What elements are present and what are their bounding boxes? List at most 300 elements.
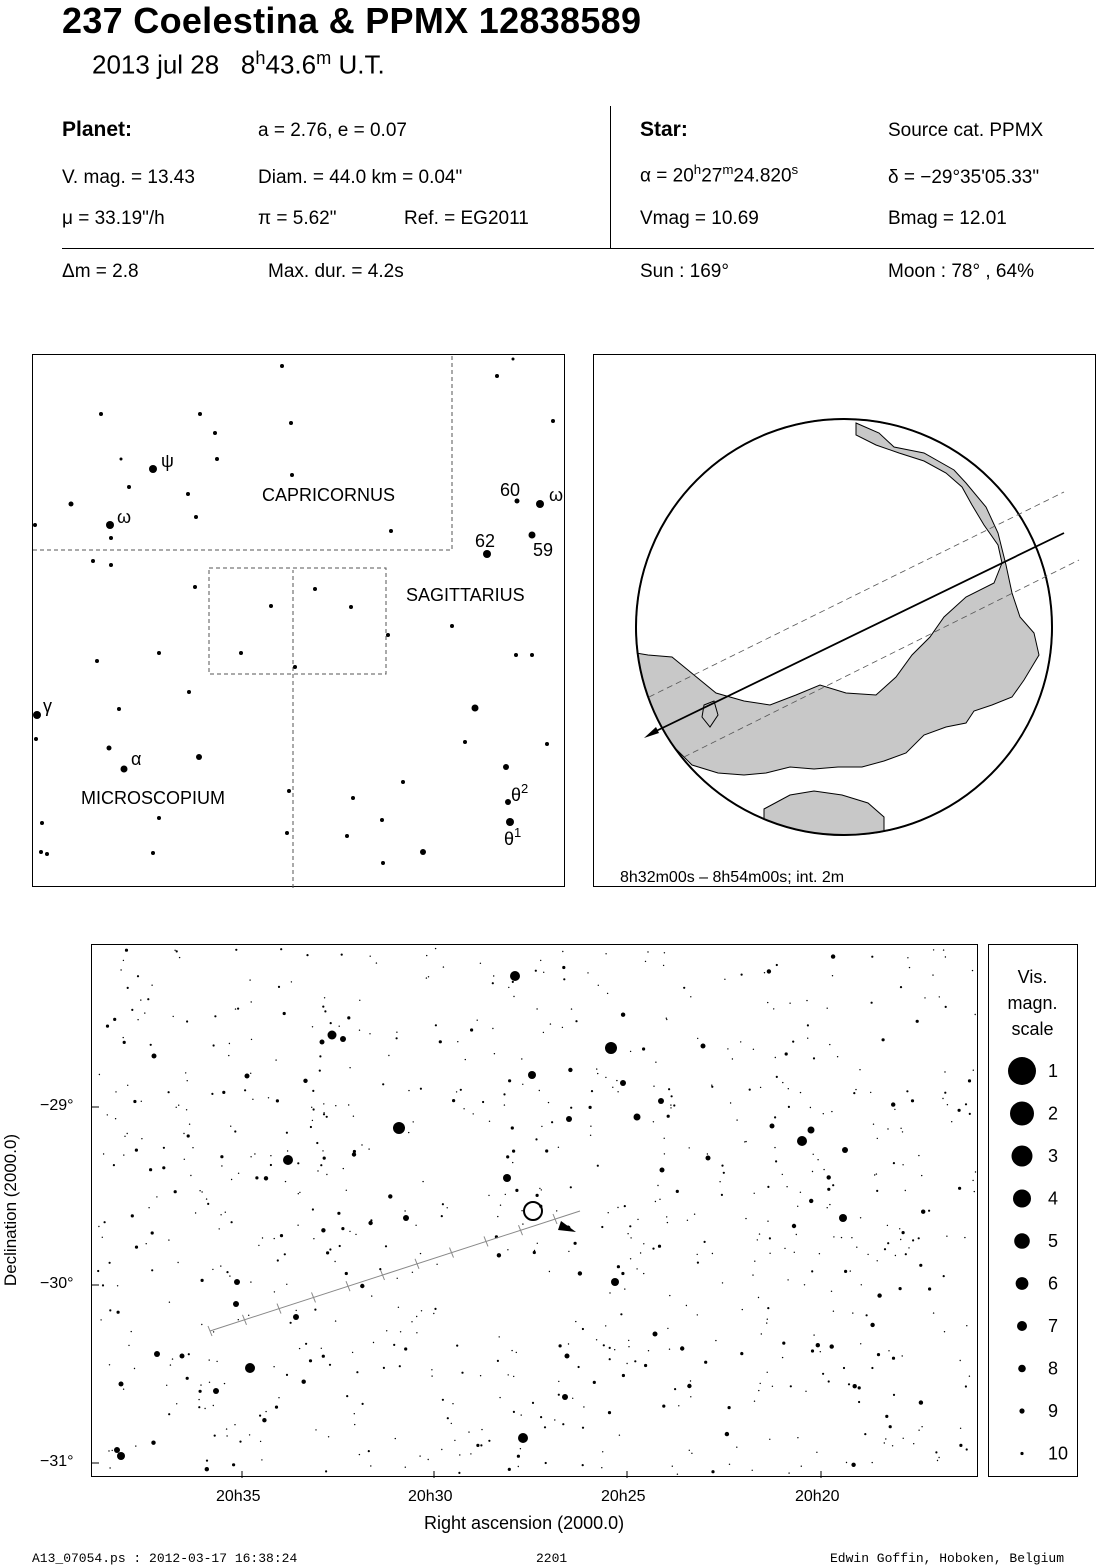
label-theta2 (511, 781, 528, 805)
star-heading: Star: (640, 118, 688, 141)
field-star-faint (133, 1100, 136, 1103)
field-star-faint (323, 1113, 325, 1115)
field-star-faint (346, 1395, 348, 1397)
field-star-faint (568, 1251, 569, 1252)
field-star-faint (97, 1270, 99, 1272)
field-star-faint (312, 1090, 314, 1092)
field-star (119, 1382, 124, 1387)
field-star-faint (911, 1099, 914, 1102)
field-star-faint (644, 1364, 647, 1367)
field-star-faint (341, 954, 343, 956)
field-star-faint (396, 1032, 397, 1033)
theta1-index: 1 (514, 825, 522, 840)
field-star-faint (690, 996, 691, 997)
field-star-faint (319, 1070, 321, 1072)
constellation-star (536, 500, 544, 508)
field-star-faint (723, 1172, 725, 1174)
page-title: 237 Coelestina & PPMX 12838589 (62, 0, 642, 41)
field-star-faint (790, 1385, 792, 1387)
field-star-faint (117, 1311, 120, 1314)
field-star-faint (858, 1401, 860, 1403)
field-star-faint (213, 1405, 214, 1406)
legend-magnitude-label: 6 (1048, 1273, 1059, 1294)
field-star-faint (420, 1253, 421, 1254)
field-star-faint (123, 1041, 126, 1044)
field-star-faint (972, 1180, 973, 1181)
field-star-faint (361, 1144, 362, 1145)
field-star-faint (754, 1401, 755, 1402)
field-star-faint (135, 1246, 138, 1249)
field-star-faint (921, 1210, 925, 1214)
field-star-faint (906, 1090, 908, 1092)
field-star-faint (323, 1103, 324, 1104)
field-star-faint (851, 1237, 852, 1238)
field-star-faint (804, 1284, 805, 1285)
field-star-faint (903, 1438, 904, 1439)
field-star-faint (788, 1472, 789, 1473)
field-star-faint (421, 1310, 422, 1311)
footer-file: A13_07054.ps : 2012-03-17 16:38:24 (32, 1551, 298, 1566)
field-star-faint (944, 1092, 946, 1094)
field-star-faint (902, 1131, 903, 1132)
field-star (653, 1332, 658, 1337)
field-star-faint (870, 1323, 874, 1327)
field-star-faint (754, 1193, 755, 1194)
field-star-faint (109, 1262, 111, 1264)
field-star-faint (550, 1023, 551, 1024)
field-star-faint (871, 1367, 873, 1369)
field-star (634, 1114, 641, 1121)
legend-title-line2: magn. (1007, 993, 1058, 1013)
field-star-faint (912, 1239, 914, 1241)
field-star-faint (249, 1434, 250, 1435)
field-star-faint (728, 1406, 731, 1409)
field-star-faint (601, 1226, 603, 1228)
field-star-faint (184, 1159, 185, 1160)
ra-min: 27 (701, 165, 723, 187)
field-star-faint (230, 1126, 231, 1127)
field-star-faint (441, 1215, 443, 1217)
field-star-faint (884, 1442, 885, 1443)
constellation-chart (32, 354, 565, 887)
field-star (701, 1044, 706, 1049)
field-star-faint (609, 1358, 611, 1360)
field-star-faint (887, 1225, 888, 1226)
field-star-faint (827, 1175, 831, 1179)
constellation-star (193, 585, 197, 589)
field-star-faint (536, 1194, 539, 1197)
field-star-faint (832, 1184, 834, 1186)
field-star-faint (597, 1165, 599, 1167)
field-star-faint (249, 979, 250, 980)
field-star-faint (311, 1107, 312, 1108)
field-star-faint (492, 982, 494, 984)
field-star (562, 1394, 568, 1400)
field-star-faint (503, 1093, 505, 1095)
constellation-star (349, 605, 353, 609)
planet-motion: μ = 33.19"/h (62, 208, 165, 229)
field-star-faint (905, 1190, 906, 1191)
planet-reference: Ref. = EG2011 (404, 208, 529, 229)
field-star-faint (541, 1126, 542, 1127)
field-star-faint (797, 1437, 798, 1438)
field-star-faint (144, 1012, 145, 1013)
field-star-faint (516, 1352, 517, 1353)
field-star-faint (671, 1095, 673, 1097)
field-star-faint (354, 1413, 355, 1414)
field-star-faint (678, 1405, 679, 1406)
constellation-star (313, 587, 317, 591)
field-star (393, 1122, 405, 1134)
field-star-faint (168, 1239, 169, 1240)
field-star-faint (346, 1190, 347, 1191)
field-star-faint (902, 1355, 903, 1356)
label-sagittarius: SAGITTARIUS (406, 585, 525, 605)
legend-magnitude-label: 10 (1048, 1443, 1069, 1464)
field-star-faint (850, 1270, 851, 1271)
theta2-index: 2 (521, 781, 529, 796)
field-star-faint (178, 1105, 179, 1106)
field-star-faint (928, 1210, 930, 1212)
field-star-faint (275, 1059, 276, 1060)
field-star-faint (492, 1028, 493, 1029)
field-star-faint (813, 1057, 815, 1059)
label-theta1 (504, 825, 521, 849)
field-star-faint (617, 1091, 618, 1092)
field-star-faint (622, 1374, 625, 1377)
field-star-faint (212, 1269, 213, 1270)
field-star-faint (966, 1325, 967, 1326)
field-star (839, 1214, 847, 1222)
field-star-faint (544, 1426, 546, 1428)
star-vmag: Vmag = 10.69 (640, 208, 759, 229)
field-star-faint (667, 1115, 670, 1118)
field-star-faint (562, 1027, 563, 1028)
field-star-faint (349, 1231, 350, 1232)
field-star-faint (232, 1463, 235, 1466)
field-star-faint (470, 1453, 471, 1454)
track-arrow (558, 1221, 576, 1232)
field-star-faint (419, 1455, 420, 1456)
constellation-star (287, 789, 291, 793)
field-star-faint (598, 985, 599, 986)
field-star-faint (806, 1000, 807, 1001)
field-star-faint (800, 1192, 801, 1193)
field-star-faint (666, 1018, 667, 1019)
field-star-faint (724, 979, 725, 980)
field-star-faint (107, 1114, 108, 1115)
field-star-faint (216, 1361, 217, 1362)
field-star-faint (873, 1124, 874, 1125)
xtick-label-2030: 20h30 (408, 1488, 453, 1505)
field-star-faint (628, 1340, 629, 1341)
field-star-faint (629, 1225, 631, 1227)
field-star-faint (312, 1026, 313, 1027)
field-star-faint (605, 1077, 606, 1078)
field-star-faint (220, 1155, 223, 1158)
field-star-faint (841, 1237, 842, 1238)
field-star-faint (666, 1216, 667, 1217)
field-star-faint (200, 1384, 201, 1385)
legend-magnitude-label: 8 (1048, 1358, 1059, 1379)
field-star-faint (899, 1287, 902, 1290)
field-star-faint (297, 1225, 298, 1226)
field-star-faint (316, 1142, 318, 1144)
constellation-star (472, 705, 479, 712)
field-star-faint (170, 1364, 171, 1365)
field-star-faint (229, 1043, 230, 1044)
field-star-faint (727, 1048, 728, 1049)
field-star-faint (198, 1399, 199, 1400)
field-star-faint (711, 1470, 714, 1473)
field-star-faint (442, 1203, 444, 1205)
field-star-faint (234, 1424, 235, 1425)
field-star-faint (185, 1072, 186, 1073)
field-star-faint (958, 1109, 961, 1112)
field-star-faint (686, 1305, 687, 1306)
field-star-faint (207, 1203, 209, 1205)
field-star (797, 1136, 807, 1146)
field-star-faint (624, 1288, 625, 1289)
field-star-faint (199, 1190, 200, 1191)
field-star-faint (508, 987, 509, 988)
table-divider (610, 106, 611, 248)
field-star-faint (499, 1336, 500, 1337)
field-star-faint (627, 1233, 628, 1234)
field-star-faint (480, 1444, 482, 1446)
field-star-faint (687, 1220, 688, 1221)
constellation-star (91, 559, 95, 563)
constellation-star (194, 515, 198, 519)
field-star-faint (670, 1107, 671, 1108)
field-star-faint (117, 1285, 118, 1286)
planet-parallax: π = 5.62" (258, 208, 337, 229)
field-star-faint (388, 1055, 389, 1056)
field-star-faint (252, 1099, 253, 1100)
field-star-faint (757, 1239, 758, 1240)
field-star-faint (259, 1415, 261, 1417)
field-star-faint (643, 1273, 644, 1274)
field-star-faint (603, 1344, 605, 1346)
magnitude-legend (988, 944, 1078, 1477)
legend-magnitude-disc (1010, 1102, 1034, 1126)
field-star-faint (461, 1372, 463, 1374)
field-star-faint (460, 1089, 462, 1091)
constellation-star (109, 536, 113, 540)
field-star-faint (712, 1253, 713, 1254)
field-star-faint (422, 1181, 423, 1182)
field-star-faint (721, 1165, 723, 1167)
field-star-faint (113, 1018, 116, 1021)
constellation-star (529, 532, 536, 539)
field-star-faint (832, 975, 833, 976)
field-star-faint (206, 1198, 207, 1199)
field-star-faint (887, 1128, 888, 1129)
field-star-faint (900, 1128, 901, 1129)
field-star (114, 1447, 120, 1453)
field-star-faint (330, 1022, 332, 1024)
field-star-faint (642, 1047, 645, 1050)
field-star-faint (168, 1413, 170, 1415)
label-omega-cap: ω (117, 507, 132, 527)
track-line (210, 1211, 580, 1331)
field-star-faint (214, 1015, 216, 1017)
field-star-faint (283, 1012, 286, 1015)
field-star-faint (447, 1207, 448, 1208)
field-star-faint (775, 1160, 777, 1162)
field-star-faint (707, 1153, 708, 1154)
field-star-faint (817, 1159, 818, 1160)
field-star-faint (943, 1275, 945, 1277)
field-star-faint (278, 1397, 279, 1398)
field-star-faint (704, 1361, 707, 1364)
field-star-faint (704, 1241, 706, 1243)
field-star-faint (605, 1325, 606, 1326)
field-star-faint (299, 1192, 300, 1193)
field-star-faint (614, 1349, 615, 1350)
field-star-faint (349, 1067, 350, 1068)
planet-diameter: Diam. = 44.0 km = 0.04" (258, 167, 463, 188)
field-star-faint (921, 1175, 922, 1176)
field-star-faint (499, 1397, 500, 1398)
field-star-faint (689, 1450, 690, 1451)
field-star-faint (867, 1254, 868, 1255)
field-star-faint (285, 1181, 286, 1182)
field-star-faint (725, 1432, 729, 1436)
field-star-faint (736, 1119, 737, 1120)
field-star-faint (280, 1234, 283, 1237)
field-star-faint (697, 1262, 699, 1264)
field-star-faint (334, 1261, 335, 1262)
field-star-faint (753, 1049, 754, 1050)
field-star-faint (286, 1284, 287, 1285)
constellation-star (187, 690, 191, 694)
field-star-faint (341, 1227, 344, 1230)
field-star-faint (683, 987, 685, 989)
field-star-faint (426, 977, 427, 978)
axis-ticks (92, 1107, 821, 1478)
field-star-faint (176, 1107, 177, 1108)
field-star-faint (590, 1126, 591, 1127)
field-star-faint (902, 1164, 903, 1165)
constellation-star (39, 850, 43, 854)
field-star-faint (827, 1008, 828, 1009)
field-star (620, 1080, 626, 1086)
field-star-faint (669, 1349, 670, 1350)
field-star-faint (543, 1032, 544, 1033)
label-alpha: α (131, 749, 142, 769)
field-star-faint (477, 1020, 478, 1021)
field-star-faint (339, 1245, 341, 1247)
field-star-faint (919, 1400, 923, 1404)
field-star-faint (554, 1419, 555, 1420)
field-star-faint (494, 1053, 495, 1054)
field-star (340, 1036, 346, 1042)
field-star-faint (137, 1019, 138, 1020)
field-star-faint (924, 997, 925, 998)
field-star (293, 1314, 299, 1320)
field-star-faint (796, 1234, 797, 1235)
field-star-faint (774, 1147, 775, 1148)
field-star-faint (582, 1328, 584, 1330)
field-star-faint (800, 1092, 801, 1093)
field-star-faint (195, 1212, 196, 1213)
field-star-faint (769, 1253, 770, 1254)
field-star-faint (172, 1358, 173, 1359)
field-star-faint (521, 1058, 522, 1059)
field-star-faint (345, 1272, 348, 1275)
field-star-faint (273, 1366, 274, 1367)
field-star-faint (98, 1226, 99, 1227)
field-star-faint (211, 1093, 213, 1095)
constellation-star (213, 431, 217, 435)
field-star-faint (558, 1381, 559, 1382)
field-star-faint (383, 1367, 385, 1369)
field-star-faint (621, 1013, 625, 1017)
field-star-faint (959, 1444, 962, 1447)
field-star-faint (337, 1212, 340, 1215)
field-star-faint (894, 1109, 895, 1110)
field-star (503, 1174, 511, 1182)
field-star-faint (192, 1147, 193, 1148)
field-star-faint (617, 1207, 618, 1208)
field-star-faint (831, 1291, 832, 1292)
field-star-faint (413, 1121, 414, 1122)
field-star-faint (870, 1092, 871, 1093)
field-star-faint (520, 1448, 521, 1449)
constellation-star (157, 816, 161, 820)
field-star-faint (435, 948, 436, 949)
legend-magnitude-disc (1013, 1190, 1031, 1208)
field-star-faint (473, 1113, 474, 1114)
field-star-faint (626, 1363, 627, 1364)
field-star-faint (265, 1411, 266, 1412)
field-star-faint (975, 1171, 976, 1172)
field-star-faint (431, 1375, 432, 1376)
field-star-faint (512, 1150, 515, 1153)
field-star-faint (945, 956, 946, 957)
field-star-faint (468, 1431, 469, 1432)
field-star-faint (376, 962, 377, 963)
legend-title-line1: Vis. (1017, 967, 1048, 987)
field-star (234, 1279, 240, 1285)
field-star-faint (773, 1008, 774, 1009)
asteroid-track (210, 1211, 580, 1331)
field-star-faint (299, 1348, 300, 1349)
theta1-letter: θ (504, 829, 515, 849)
field-star-faint (518, 1466, 519, 1467)
field-star-faint (328, 1436, 329, 1437)
field-star-faint (637, 1219, 638, 1220)
field-star-faint (670, 1104, 671, 1105)
field-star-faint (131, 1214, 134, 1217)
field-star-faint (188, 1353, 190, 1355)
field-star-faint (947, 1104, 948, 1105)
field-star-faint (958, 1187, 961, 1190)
field-star-faint (885, 1438, 886, 1439)
constellation-star (33, 523, 37, 527)
field-star-faint (951, 1121, 952, 1122)
field-star-faint (571, 1008, 572, 1009)
field-star-faint (369, 1033, 370, 1034)
field-star-faint (511, 1126, 514, 1129)
field-star-faint (819, 1253, 820, 1254)
field-star-faint (921, 1426, 922, 1427)
field-star-faint (689, 1147, 690, 1148)
legend-magnitude-label: 9 (1048, 1401, 1059, 1421)
field-star-faint (447, 1417, 449, 1419)
field-star-faint (151, 1231, 154, 1234)
